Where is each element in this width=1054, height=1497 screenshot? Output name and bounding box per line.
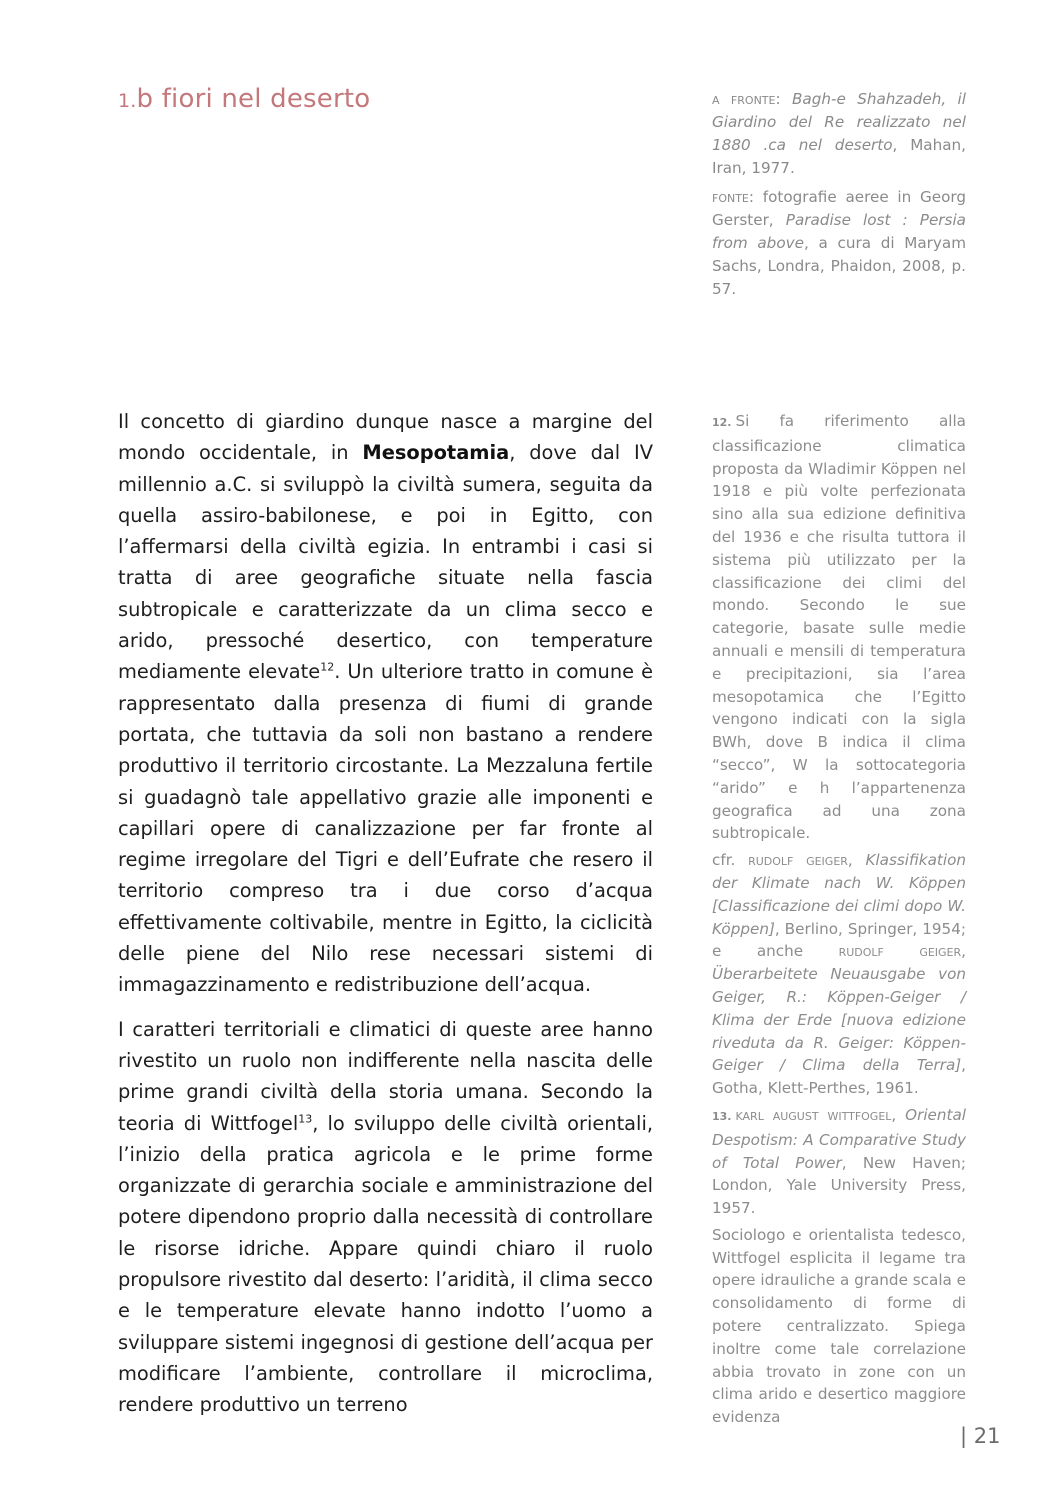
body-paragraph bbox=[118, 1014, 653, 1421]
reference-author: rudolf geiger bbox=[748, 851, 848, 870]
footnotes-column bbox=[712, 410, 967, 1427]
reference-text: , New Haven; London, Yale University Press, 1957. bbox=[712, 1153, 966, 1218]
caption-text: , Mahan, Iran, 1977. bbox=[712, 136, 966, 177]
footnote-ref-12[interactable]: 12 bbox=[320, 660, 335, 674]
section-title-text: b fiori nel deserto bbox=[136, 84, 371, 114]
source-paragraph bbox=[712, 186, 966, 301]
body-text: Il concetto di giardino dunque nasce a margine del mondo occidentale, in bbox=[118, 410, 653, 465]
source-italic: Paradise lost : Persia from above bbox=[712, 211, 966, 252]
body-text: I caratteri territoriali e climatici di queste aree hanno rivestito un ruolo non indifferente nella nascita delle prime grandi civiltà della storia umana. Secondo la teoria di Wittfogel bbox=[118, 1017, 653, 1135]
caption-paragraph bbox=[712, 88, 966, 180]
body-text: , lo sviluppo delle civiltà orientali, l’inizio della pratica agricola e le prime forme organizzate di gerarchia sociale e amministrazione del potere dipendono proprio dalla necessità di controllare le risorse idriche. Appare quindi chiaro il ruolo propulsore rivestito dal deserto: l’aridità, il clima secco e le temperature elevate hanno indotto l’uomo a sviluppare sistemi ingegnosi di gestione dell’acqua per modificare l’ambiente, controllare il microclima, rendere produttivo un terreno bbox=[118, 1111, 653, 1417]
section-title bbox=[118, 84, 370, 114]
footnote-13 bbox=[712, 1104, 966, 1220]
page-number: | 21 bbox=[960, 1424, 1001, 1448]
footnote-12 bbox=[712, 410, 966, 845]
image-caption bbox=[712, 88, 966, 307]
footnote-12-reference bbox=[712, 849, 966, 1100]
footnote-ref-13[interactable]: 13 bbox=[298, 1112, 313, 1126]
caption-label: a fronte bbox=[712, 90, 776, 108]
reference-sep: , bbox=[961, 942, 966, 961]
footnote-text: Si fa riferimento alla classificazione climatica proposta da Wladimir Köppen nel 1918 e più volte perfezionata sino alla sua edizione definitiva del 1936 e che risulta tuttora il sistema più utilizzato per la classificazione dei climi del mondo. Secondo le sue categorie, basate sulle medie annuali e mensili di temperatura e precipitazioni, sia l’area mesopotamica che l’Egitto vengono indicati con la sigla BWh, dove B indica il clima “secco”, W la sottocategoria “arido” e h l’appartenenza geografica ad una zona subtropicale. bbox=[712, 412, 966, 843]
body-paragraph bbox=[118, 406, 653, 1001]
footnote-number: 13. bbox=[712, 1109, 732, 1123]
body-text: . Un ulteriore tratto in comune è rappresentato dalla presenza di fiumi di grande portata, che tuttavia da soli non bastano a rendere produttivo il territorio circostante. La Mezzaluna fertile si guadagnò tale appellativo grazie alle imponenti e capillari opere di canalizzazione per far fronte al regime irregolare del Tigri e dell’Eufrate che resero il territorio compreso tra i due corso d’acqua effettivamente coltivabile, mentre in Egitto, la ciclicità delle piene del Nilo rese necessari sistemi di immagazzinamento e redistribuzione dell’acqua. bbox=[118, 660, 654, 997]
reference-text: , Gotha, Klett-Perthes, 1961. bbox=[712, 1056, 966, 1098]
reference-title: Klassifikation der Klimate nach W. Köppen [Classificazione dei climi dopo W. Köppen] bbox=[712, 851, 967, 938]
reference-sep: , bbox=[847, 851, 866, 870]
reference-author: rudolf geiger bbox=[838, 942, 962, 961]
reference-title: Oriental Despotism: A Comparative Study of Total Power bbox=[712, 1105, 966, 1172]
source-label-sep: : bbox=[748, 188, 763, 206]
caption-italic: Bagh-e Shahzadeh, il Giardino del Re realizzato nel 1880 .ca nel deserto bbox=[712, 90, 966, 154]
source-label: fonte bbox=[712, 188, 749, 206]
section-number: 1. bbox=[118, 90, 137, 112]
reference-title: Überarbeitete Neuausgabe von Geiger, R.: Köppen-Geiger / Klima der Erde [nuova edizione riveduta da R. Geiger: Köppen-Geiger / Clima della Terra] bbox=[712, 965, 966, 1075]
reference-sep: , bbox=[891, 1105, 906, 1124]
reference-author: karl august wittfogel bbox=[735, 1105, 892, 1124]
main-text bbox=[118, 406, 653, 1434]
keyword-mesopotamia: Mesopotamia bbox=[362, 441, 510, 465]
body-text: , dove dal IV millennio a.C. si sviluppò la civiltà sumera, seguita da quella assiro-babilonese, e poi in Egitto, con l’affermarsi della civiltà egizia. In entrambi i casi si tratta di aree geografiche situate nella fascia subtropicale e caratterizzate da un clima secco e arido, pressoché desertico, con temperature mediamente elevate bbox=[118, 441, 653, 684]
source-text: fotografie aeree in Georg Gerster, bbox=[712, 188, 966, 229]
reference-text: cfr. bbox=[712, 851, 749, 870]
caption-label-sep: : bbox=[775, 90, 792, 108]
footnote-number: 12. bbox=[712, 416, 732, 429]
reference-text: , Berlino, Springer, 1954; e anche bbox=[712, 919, 966, 961]
footnote-13-description: Sociologo e orientalista tedesco, Wittfogel esplicita il legame tra opere idrauliche a grande scala e consolidamento di forme di potere centralizzato. Spiega inoltre come tale correlazione abbia trovato in zone con un clima arido e desertico maggiore evidenza bbox=[712, 1225, 967, 1427]
source-text: , a cura di Maryam Sachs, Londra, Phaidon, 2008, p. 57. bbox=[712, 234, 967, 298]
